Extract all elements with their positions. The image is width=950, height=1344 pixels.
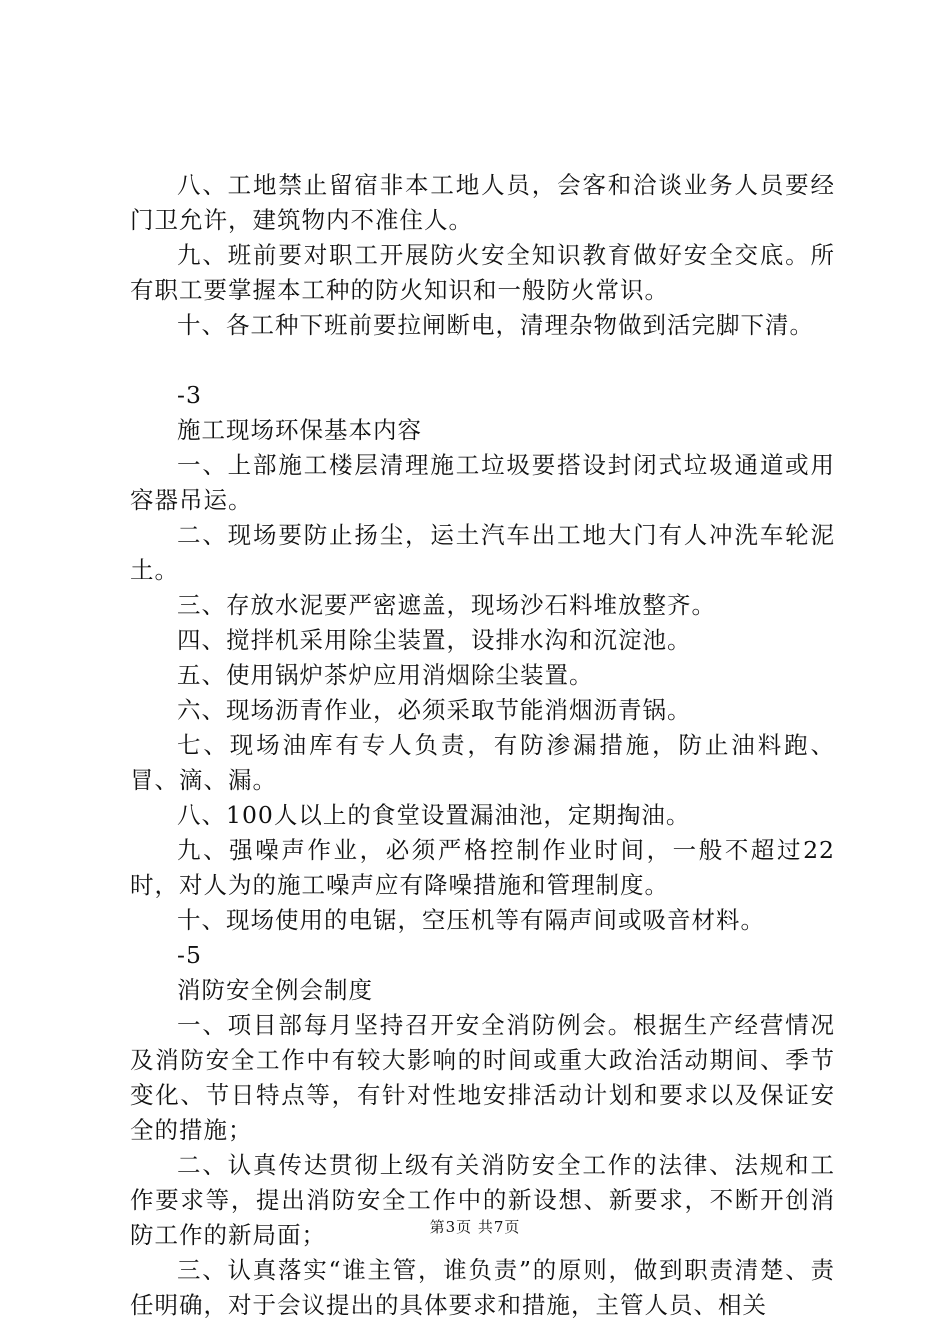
paragraph-env-1: 一、上部施工楼层清理施工垃圾要搭设封闭式垃圾通道或用容器吊运。 [130, 451, 835, 514]
paragraph-env-6: 六、现场沥青作业，必须采取节能消烟沥青锅。 [177, 696, 692, 724]
paragraph-meeting-3: 三、认真落实“谁主管，谁负责”的原则，做到职责清楚、责任明确，对于会议提出的具体要求和措施，主管人员、相关 [130, 1256, 835, 1319]
blank-line [130, 343, 835, 378]
section-marker-5: -5 [177, 941, 202, 969]
paragraph-env-7: 七、现场油库有专人负责，有防渗漏措施，防止油料跑、冒、滴、漏。 [130, 731, 835, 794]
paragraph-env-10: 十、现场使用的电锯，空压机等有隔声间或吸音材料。 [177, 906, 765, 934]
paragraph-meeting-1: 一、项目部每月坚持召开安全消防例会。根据生产经营情况及消防安全工作中有较大影响的时间或重大政治活动期间、季节变化、节日特点等，有针对性地安排活动计划和要求以及保证安全的措施； [130, 1011, 835, 1144]
paragraph-rule-8: 八、工地禁止留宿非本工地人员，会客和洽谈业务人员要经门卫允许，建筑物内不准住人。 [130, 171, 835, 234]
document-body [130, 168, 835, 1323]
page-number-footer: 第3页 共7页 [429, 1218, 521, 1236]
section-title-environment: 施工现场环保基本内容 [177, 416, 422, 444]
paragraph-rule-10: 十、各工种下班前要拉闸断电，清理杂物做到活完脚下清。 [177, 311, 814, 339]
paragraph-env-2: 二、现场要防止扬尘，运土汽车出工地大门有人冲洗车轮泥土。 [130, 521, 835, 584]
paragraph-env-5: 五、使用锅炉茶炉应用消烟除尘装置。 [177, 661, 594, 689]
paragraph-env-3: 三、存放水泥要严密遮盖，现场沙石料堆放整齐。 [177, 591, 716, 619]
paragraph-env-9: 九、强噪声作业，必须严格控制作业时间，一般不超过22时，对人为的施工噪声应有降噪措施和管理制度。 [130, 836, 835, 899]
paragraph-env-4: 四、搅拌机采用除尘装置，设排水沟和沉淀池。 [177, 626, 692, 654]
section-title-fire-meeting: 消防安全例会制度 [177, 976, 373, 1004]
paragraph-rule-9: 九、班前要对职工开展防火安全知识教育做好安全交底。所有职工要掌握本工种的防火知识和一般防火常识。 [130, 241, 835, 304]
paragraph-meeting-2: 二、认真传达贯彻上级有关消防安全工作的法律、法规和工作要求等，提出消防安全工作中的新设想、新要求，不断开创消防工作的新局面； [130, 1151, 835, 1249]
section-marker-3: -3 [177, 381, 202, 409]
paragraph-env-8: 八、100人以上的食堂设置漏油池，定期掏油。 [177, 801, 691, 829]
